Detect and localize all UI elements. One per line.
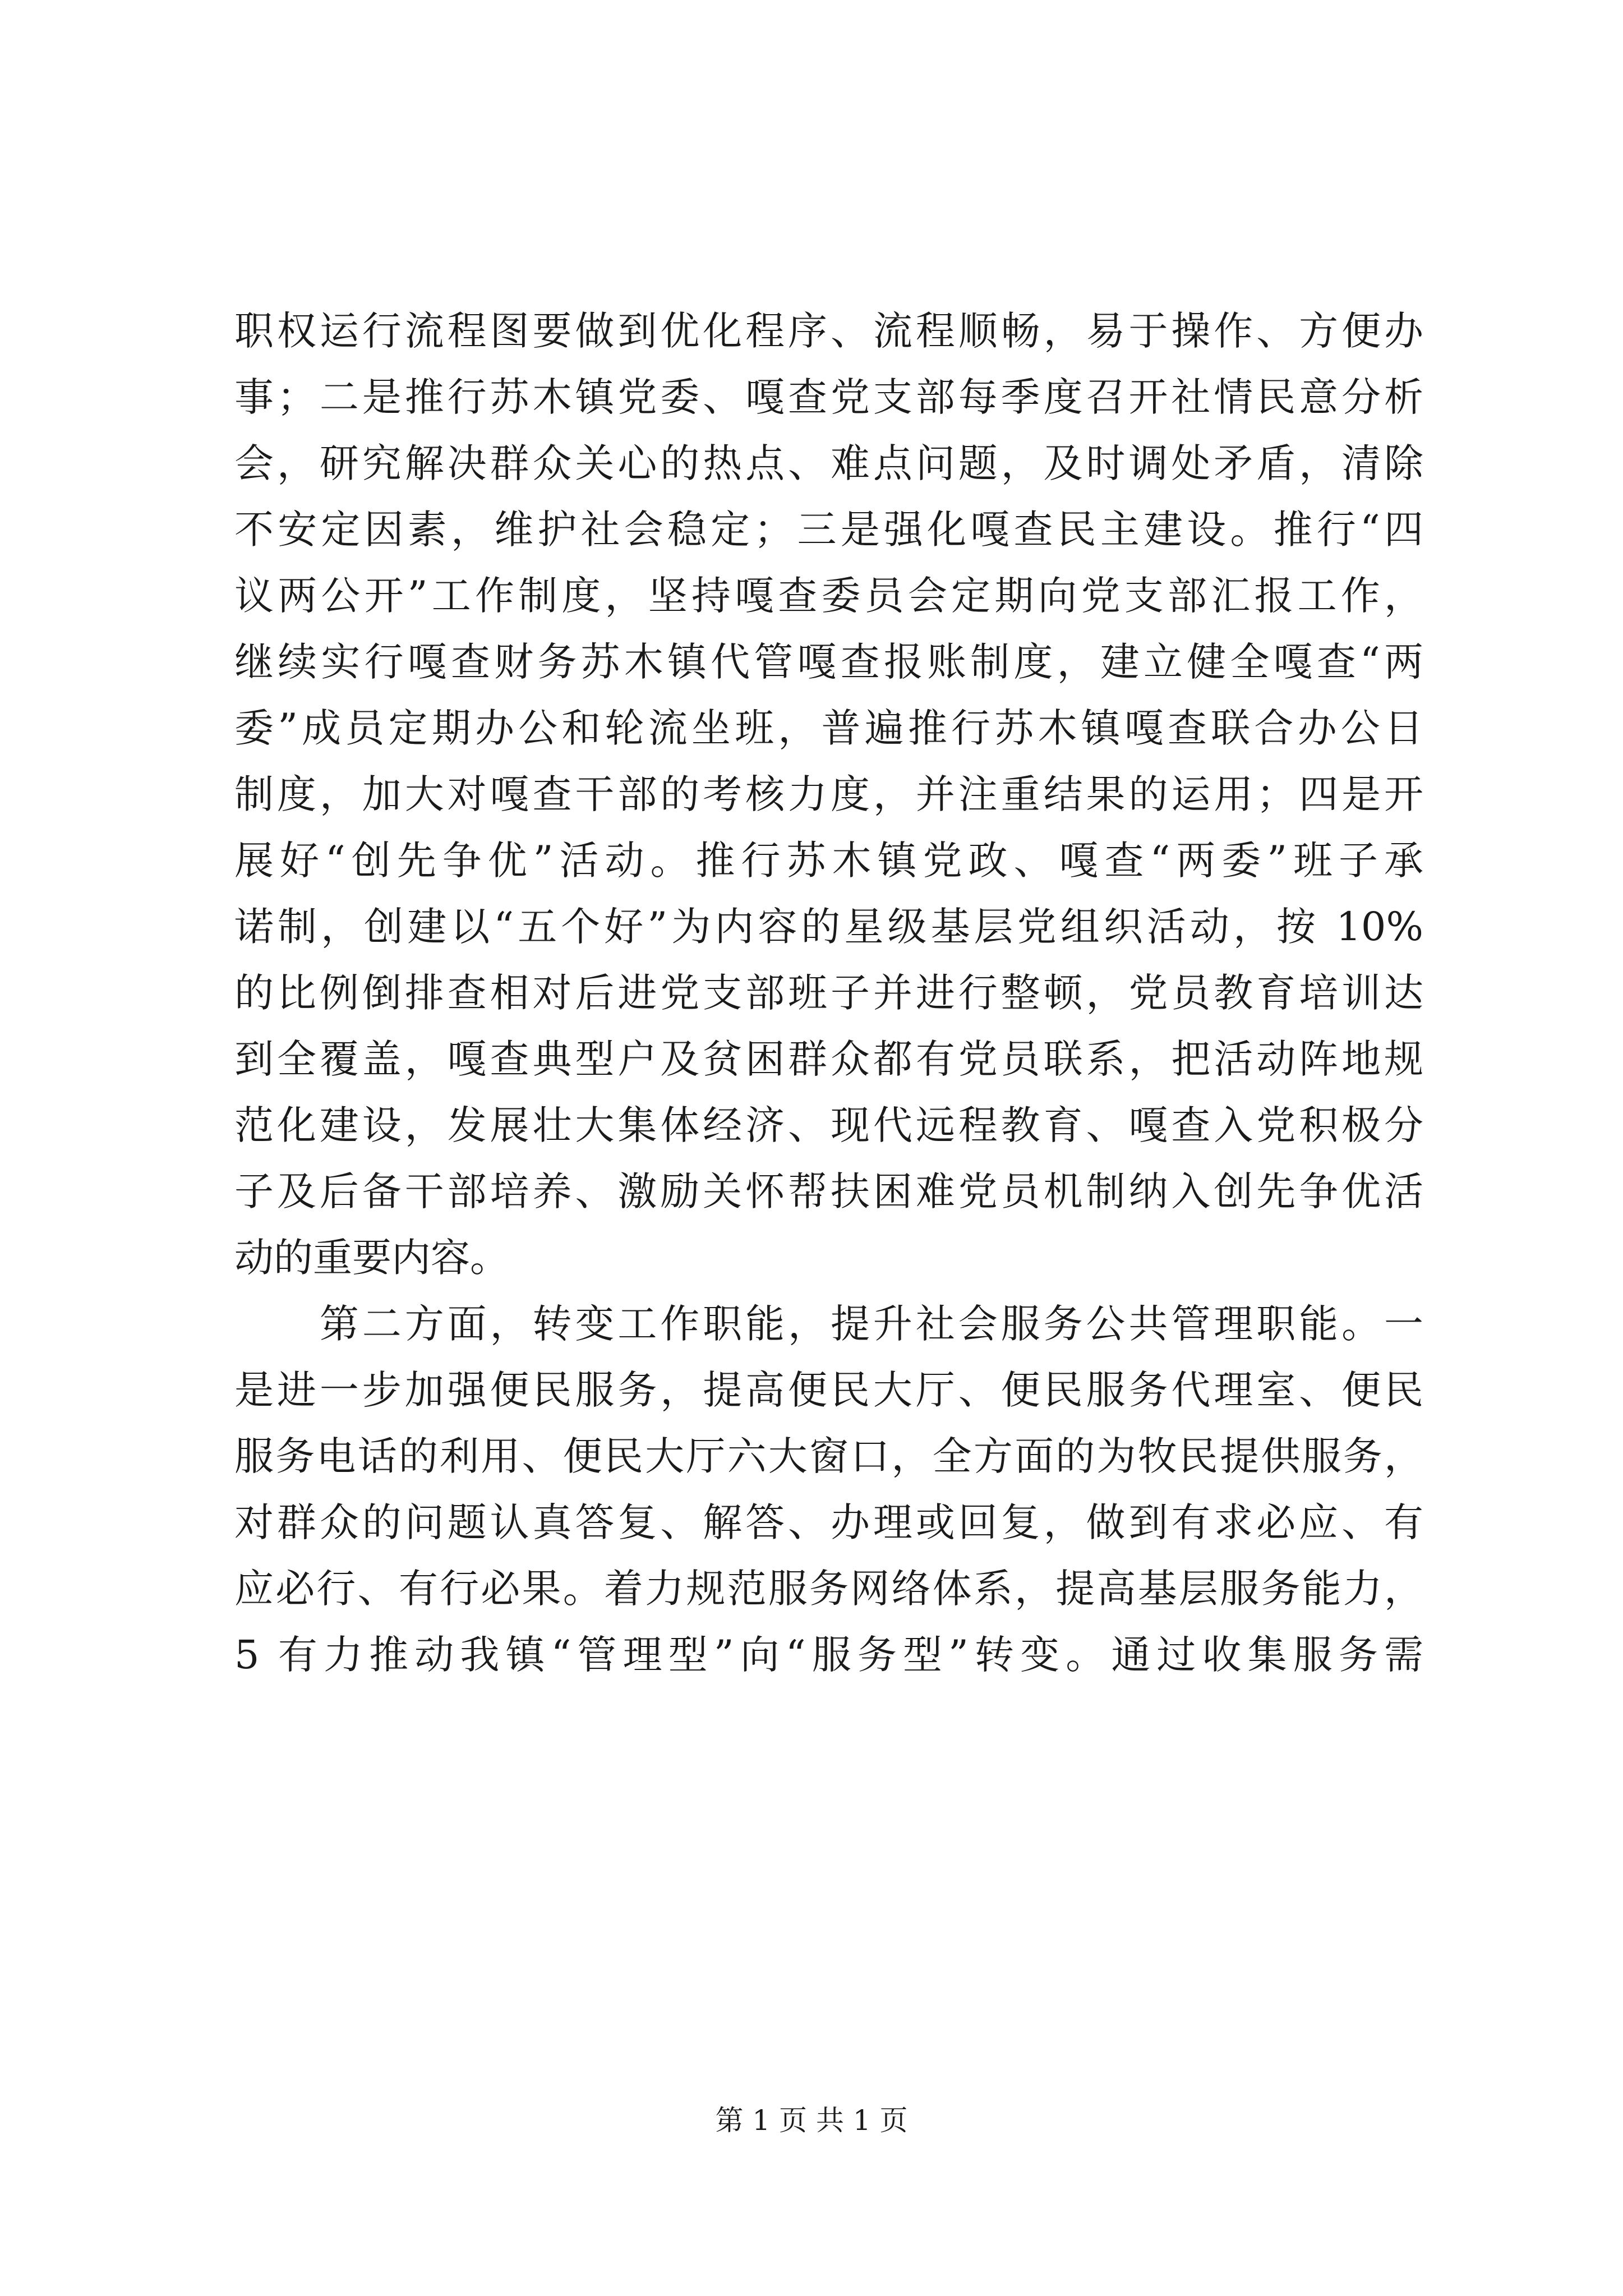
text-line: 制度，加大对嘎查干部的考核力度，并注重结果的运用；四是开 xyxy=(234,771,1423,817)
text-line: 会，研究解决群众关心的热点、难点问题，及时调处矛盾，清除 xyxy=(234,440,1423,486)
text-line: 是进一步加强便民服务，提高便民大厅、便民服务代理室、便民 xyxy=(234,1367,1423,1413)
text-line: 服务电话的利用、便民大厅六大窗口，全方面的为牧民提供服务， xyxy=(234,1433,1423,1479)
text-line: 应必行、有行必果。着力规范服务网络体系，提高基层服务能力， xyxy=(234,1566,1423,1612)
text-line: 委”成员定期办公和轮流坐班，普遍推行苏木镇嘎查联合办公日 xyxy=(234,705,1423,751)
text-line-paragraph-end: 动的重要内容。 xyxy=(234,1235,509,1281)
text-line: 对群众的问题认真答复、解答、办理或回复，做到有求必应、有 xyxy=(234,1499,1423,1545)
text-line: 展好“创先争优”活动。推行苏木镇党政、嘎查“两委”班子承 xyxy=(234,838,1423,884)
text-line: 子及后备干部培养、激励关怀帮扶困难党员机制纳入创先争优活 xyxy=(234,1168,1423,1214)
text-line: 事；二是推行苏木镇党委、嘎查党支部每季度召开社情民意分析 xyxy=(234,374,1423,420)
text-line-paragraph-start: 第二方面，转变工作职能，提升社会服务公共管理职能。一 xyxy=(234,1301,1423,1347)
body-text xyxy=(234,298,1423,1688)
text-line: 诺制，创建以“五个好”为内容的星级基层党组织活动，按 10% xyxy=(234,904,1423,950)
text-line: 的比例倒排查相对后进党支部班子并进行整顿，党员教育培训达 xyxy=(234,970,1423,1016)
text-line: 职权运行流程图要做到优化程序、流程顺畅，易于操作、方便办 xyxy=(234,308,1423,354)
text-line: 继续实行嘎查财务苏木镇代管嘎查报账制度，建立健全嘎查“两 xyxy=(234,639,1423,685)
text-line: 到全覆盖，嘎查典型户及贫困群众都有党员联系，把活动阵地规 xyxy=(234,1036,1423,1082)
text-line: 5 有力推动我镇“管理型”向“服务型”转变。通过收集服务需 xyxy=(234,1632,1423,1678)
text-line: 议两公开”工作制度，坚持嘎查委员会定期向党支部汇报工作， xyxy=(234,573,1423,619)
text-line: 范化建设，发展壮大集体经济、现代远程教育、嘎查入党积极分 xyxy=(234,1102,1423,1148)
text-line: 不安定因素，维护社会稳定；三是强化嘎查民主建设。推行“四 xyxy=(234,507,1423,553)
page-footer: 第 1 页 共 1 页 xyxy=(715,2104,908,2137)
